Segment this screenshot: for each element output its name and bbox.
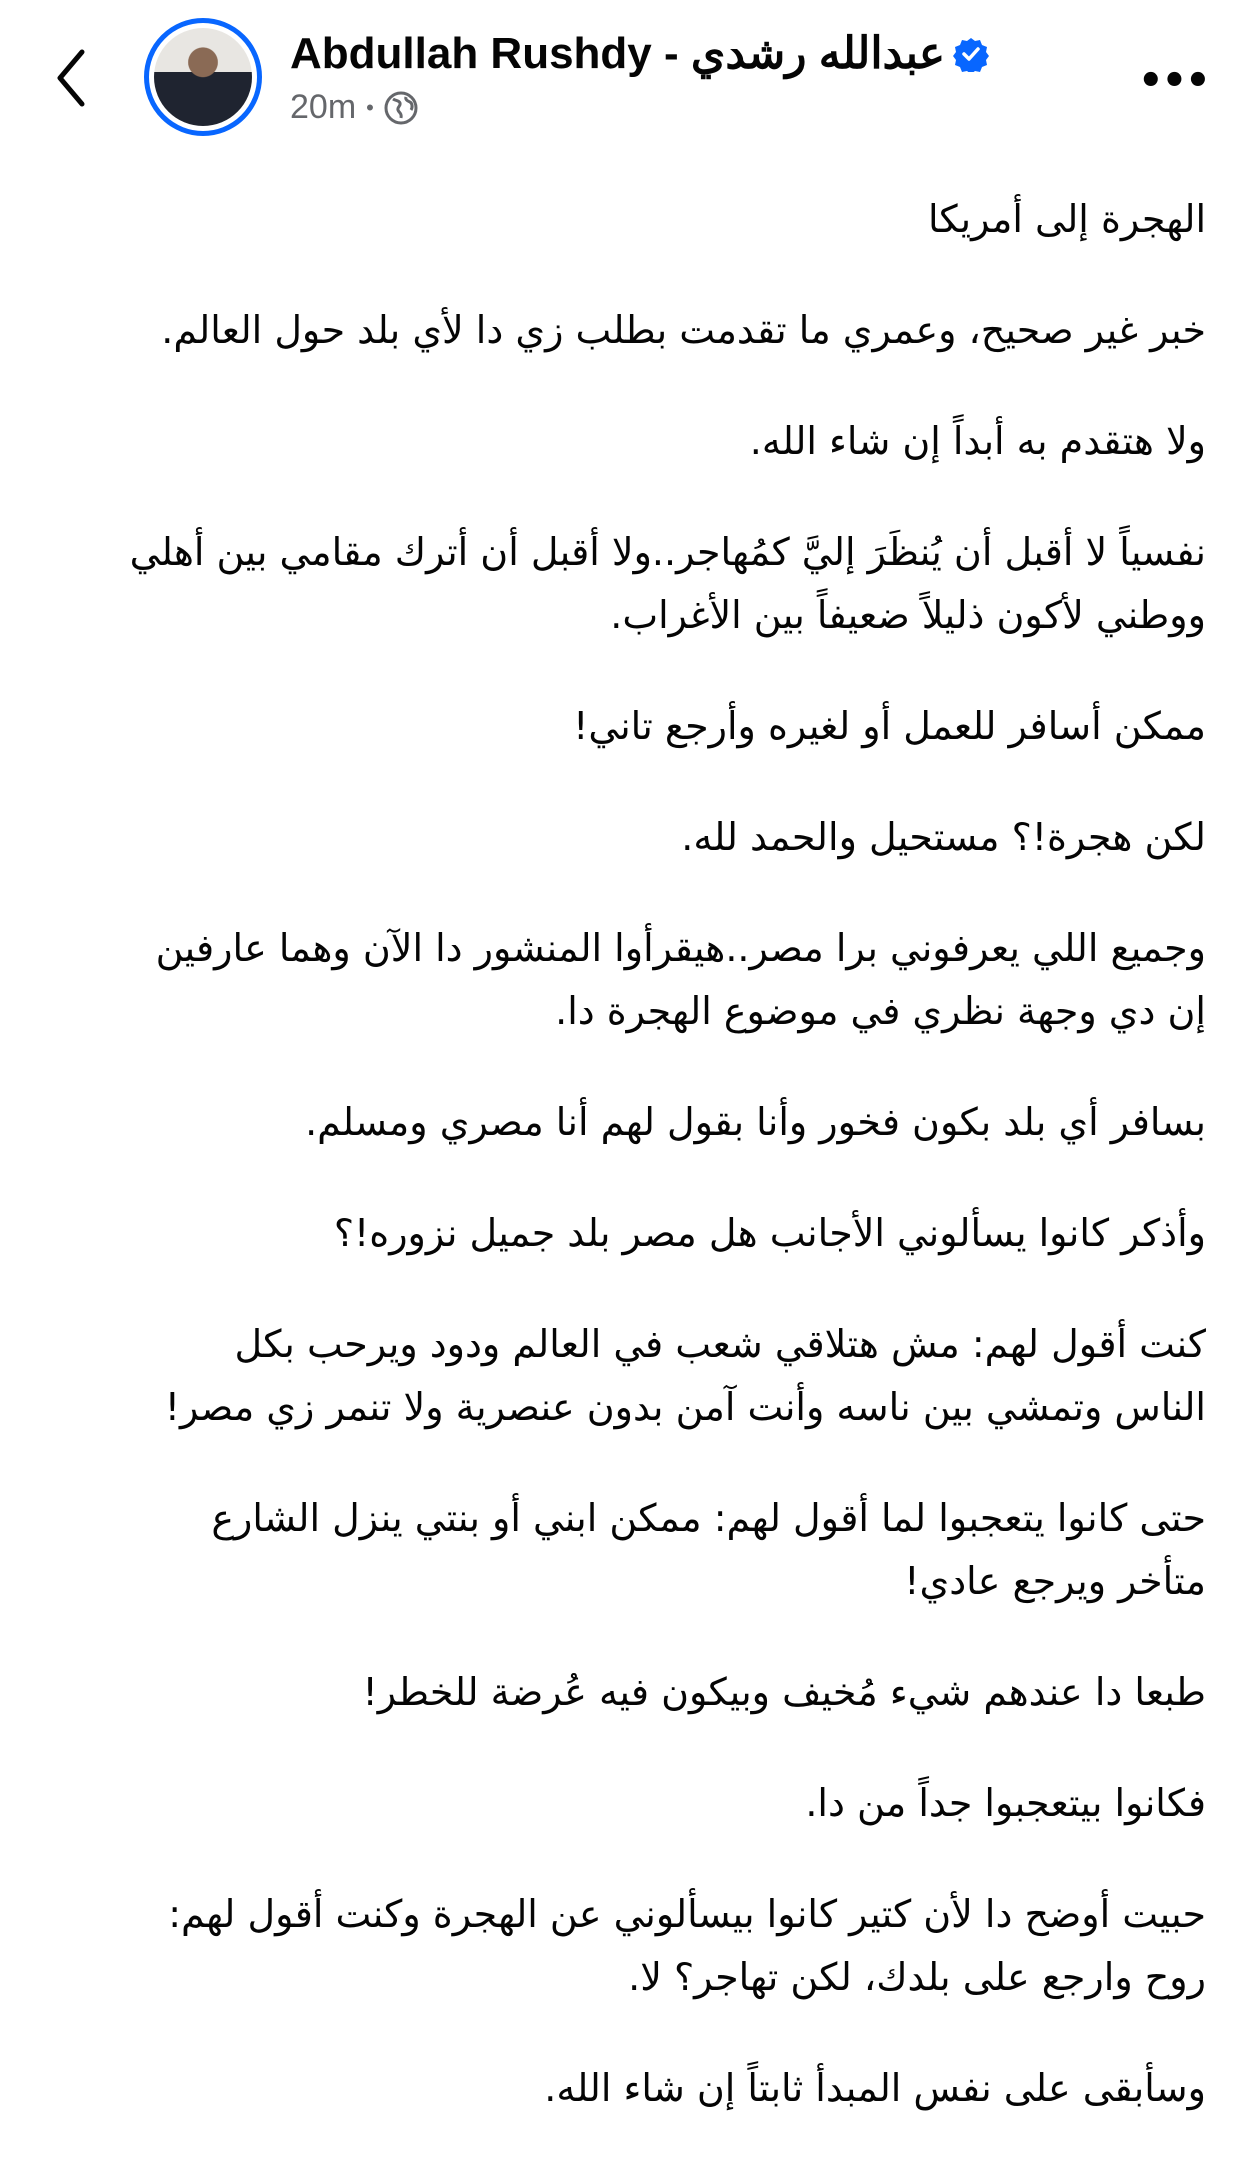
post-title [26, 188, 1206, 251]
post-line: حبيت أوضح دا لأن كتير كانوا بيسألوني عن الهجرة وكنت أقول لهم: [168, 1892, 1206, 1936]
post-paragraph [26, 299, 1206, 362]
post-line: الناس وتمشي بين ناسه وأنت آمن بدون عنصرية ولا تنمر زي مصر! [164, 1385, 1206, 1429]
verified-badge-icon [953, 36, 989, 72]
post-meta [290, 88, 418, 127]
post-paragraph [26, 917, 1206, 1043]
post-line: طبعا دا عندهم شيء مُخيف وبيكون فيه عُرضة للخطر! [362, 1670, 1206, 1714]
post-line: متأخر ويرجع عادي! [904, 1559, 1206, 1603]
post-paragraph [26, 1202, 1206, 1265]
post-paragraph [26, 1661, 1206, 1724]
post-body [26, 188, 1206, 2168]
avatar-image [154, 28, 252, 126]
post-line: روح وارجع على بلدك، لكن تهاجر؟ لا. [628, 1955, 1206, 1999]
post-paragraph [26, 1313, 1206, 1439]
post-line: بسافر أي بلد بكون فخور وأنا بقول لهم أنا مصري ومسلم. [305, 1100, 1206, 1144]
post-line: وأذكر كانوا يسألوني الأجانب هل مصر بلد جميل نزوره!؟ [333, 1211, 1206, 1255]
post-time[interactable]: 20m [290, 88, 357, 126]
globe-icon[interactable] [384, 91, 418, 125]
post-line: إن دي وجهة نظري في موضوع الهجرة دا. [555, 989, 1206, 1033]
more-options-button[interactable]: ••• [1138, 58, 1209, 104]
post-line: لكن هجرة!؟ مستحيل والحمد لله. [681, 815, 1206, 859]
post-line: حتى كانوا يتعجبوا لما أقول لهم: ممكن ابني أو بنتي ينزل الشارع [211, 1496, 1206, 1540]
post-line: وجميع اللي يعرفوني برا مصر..هيقرأوا المنشور دا الآن وهما عارفين [155, 926, 1206, 970]
post-paragraph [26, 521, 1206, 647]
post-paragraph [26, 2057, 1206, 2120]
post-paragraph [26, 1091, 1206, 1154]
post-paragraph [26, 1487, 1206, 1613]
post-paragraph [26, 1883, 1206, 2009]
post-line: خبر غير صحيح، وعمري ما تقدمت بطلب زي دا لأي بلد حول العالم. [161, 308, 1206, 352]
meta-separator: • [366, 94, 374, 120]
post-line: وسأبقى على نفس المبدأ ثابتاً إن شاء الله. [544, 2066, 1206, 2110]
post-paragraph [26, 410, 1206, 473]
post-line: فكانوا بيتعجبوا جداً من دا. [805, 1781, 1206, 1825]
post-paragraph [26, 806, 1206, 869]
post-line: ممكن أسافر للعمل أو لغيره وأرجع تاني! [573, 704, 1206, 748]
post-line: ولا هتقدم به أبداً إن شاء الله. [749, 419, 1206, 463]
post-line: ووطني لأكون ذليلاً ضعيفاً بين الأغراب. [610, 593, 1206, 637]
post-paragraph [26, 695, 1206, 758]
chevron-left-icon[interactable] [52, 48, 92, 108]
post-paragraph [26, 1772, 1206, 1835]
avatar[interactable] [144, 18, 262, 136]
author-name[interactable]: Abdullah Rushdy - عبدالله رشدي [290, 29, 946, 78]
post-header [0, 0, 1242, 160]
post-line: كنت أقول لهم: مش هتلاقي شعب في العالم ودود ويرحب بكل [234, 1322, 1206, 1366]
author-name-row[interactable] [290, 28, 989, 79]
post-line: الهجرة إلى أمريكا [927, 197, 1206, 241]
post-line: نفسياً لا أقبل أن يُنظَرَ إليَّ كمُهاجر..ولا أقبل أن أترك مقامي بين أهلي [129, 530, 1206, 574]
